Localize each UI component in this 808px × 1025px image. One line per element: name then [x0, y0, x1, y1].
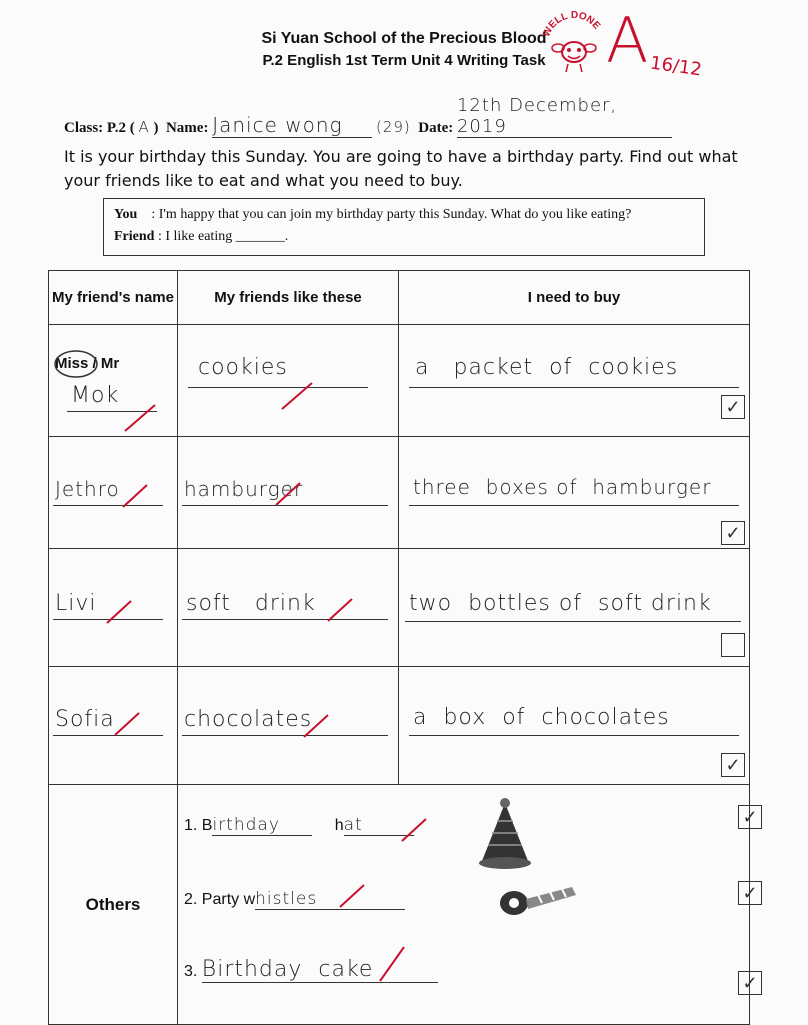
likes-cell: [178, 667, 399, 785]
tick-box[interactable]: ✓: [721, 521, 745, 545]
class-label: Class: P.2 (: [64, 120, 135, 136]
bee-icon: [538, 6, 608, 76]
circle-mark-icon: [53, 349, 103, 379]
like-item: cookies: [198, 355, 288, 380]
class-value: A: [138, 118, 150, 136]
friend-name: Mok: [71, 383, 120, 408]
others-item-1: [184, 815, 414, 836]
buy-cell: [399, 325, 750, 437]
check-icon: [326, 595, 356, 625]
name-cell: [49, 667, 178, 785]
buy-item: a box of chocolates: [413, 705, 670, 730]
like-item: chocolates: [184, 707, 313, 732]
tick-box[interactable]: ✓: [738, 971, 762, 995]
info-line: [64, 95, 672, 138]
check-icon: [121, 403, 161, 433]
buy-item: two bottles of soft drink: [409, 591, 712, 616]
name-value: Janice wong: [212, 113, 372, 138]
others-item-2: [184, 889, 405, 910]
like-item: soft drink: [186, 591, 316, 616]
miss-mr-label: Miss / Mr: [55, 355, 120, 372]
tick-box[interactable]: ✓: [721, 753, 745, 777]
buy-cell: [399, 437, 750, 549]
others-prefix: 1. B: [184, 817, 213, 834]
friend-name: Livi: [55, 591, 97, 616]
others-mid: h: [334, 817, 344, 834]
check-icon: [278, 381, 318, 411]
tick-box[interactable]: [721, 633, 745, 657]
name-cell: [49, 549, 178, 667]
header-name: My friend's name: [49, 271, 178, 325]
others-row: [49, 785, 750, 1025]
others-fill2: at: [344, 815, 414, 836]
others-fill: irthday: [212, 815, 312, 836]
others-prefix: 3.: [184, 963, 198, 980]
check-icon: [121, 481, 151, 511]
date-label: Date:: [418, 120, 454, 136]
party-hat-icon: [470, 795, 540, 875]
name-cell: [49, 437, 178, 549]
tick-box[interactable]: ✓: [738, 881, 762, 905]
buy-cell: [399, 667, 750, 785]
party-whistle-icon: [494, 881, 584, 921]
name-cell: [49, 325, 178, 437]
check-icon: [105, 597, 135, 627]
check-icon: [338, 881, 368, 911]
you-label: You: [114, 207, 138, 222]
class-close: ): [153, 120, 159, 136]
check-icon: [274, 479, 304, 509]
likes-cell: [178, 437, 399, 549]
friend-text: : I like eating _______.: [157, 229, 289, 244]
student-number: (29): [375, 118, 411, 136]
others-label-cell: [49, 785, 178, 1025]
others-fill: Birthday cake: [202, 957, 438, 983]
others-cell: [178, 785, 758, 1025]
friend-label: Friend: [114, 229, 155, 244]
tick-box[interactable]: ✓: [721, 395, 745, 419]
date-value: 12th December, 2019: [457, 95, 672, 138]
buy-item: a packet of cookies: [415, 355, 679, 380]
buy-cell: [399, 549, 750, 667]
buy-item: three boxes of hamburger: [413, 475, 712, 499]
table-row: [49, 325, 750, 437]
course-title: P.2 English 1st Term Unit 4 Writing Task: [262, 52, 546, 69]
header-buy: I need to buy: [399, 271, 750, 325]
friend-name: Jethro: [55, 477, 120, 501]
others-fill: histles: [255, 889, 405, 910]
stamp-text: WELL DONE: [541, 9, 603, 39]
table-row: [49, 549, 750, 667]
header-likes: My friends like these: [178, 271, 399, 325]
others-prefix: 2. Party w: [184, 891, 256, 908]
instructions: It is your birthday this Sunday. You are going to have a birthday party. Find out what your friends like to eat and what you need to buy.: [64, 147, 738, 190]
others-label: Others: [85, 894, 141, 914]
svg-text:WELL DONE: [541, 10, 602, 39]
writing-table: [48, 270, 758, 1025]
you-text: : I'm happy that you can join my birthday party this Sunday. What do you like eating?: [151, 207, 632, 222]
likes-cell: [178, 549, 399, 667]
check-icon: [400, 815, 430, 845]
check-icon: [302, 711, 332, 741]
name-label: Name:: [165, 120, 209, 136]
grade: A: [606, 4, 649, 77]
dialog-box: [103, 198, 705, 256]
school-name: Si Yuan School of the Precious Blood: [261, 30, 547, 47]
like-item: hamburger: [184, 477, 304, 501]
mark-date: 16/12: [648, 52, 704, 81]
table-row: [49, 437, 750, 549]
friend-name: Sofia: [55, 707, 115, 732]
likes-cell: [178, 325, 399, 437]
check-icon: [113, 709, 143, 739]
table-row: [49, 667, 750, 785]
well-done-stamp: [538, 6, 608, 76]
check-icon: [378, 945, 408, 985]
tick-box[interactable]: ✓: [738, 805, 762, 829]
